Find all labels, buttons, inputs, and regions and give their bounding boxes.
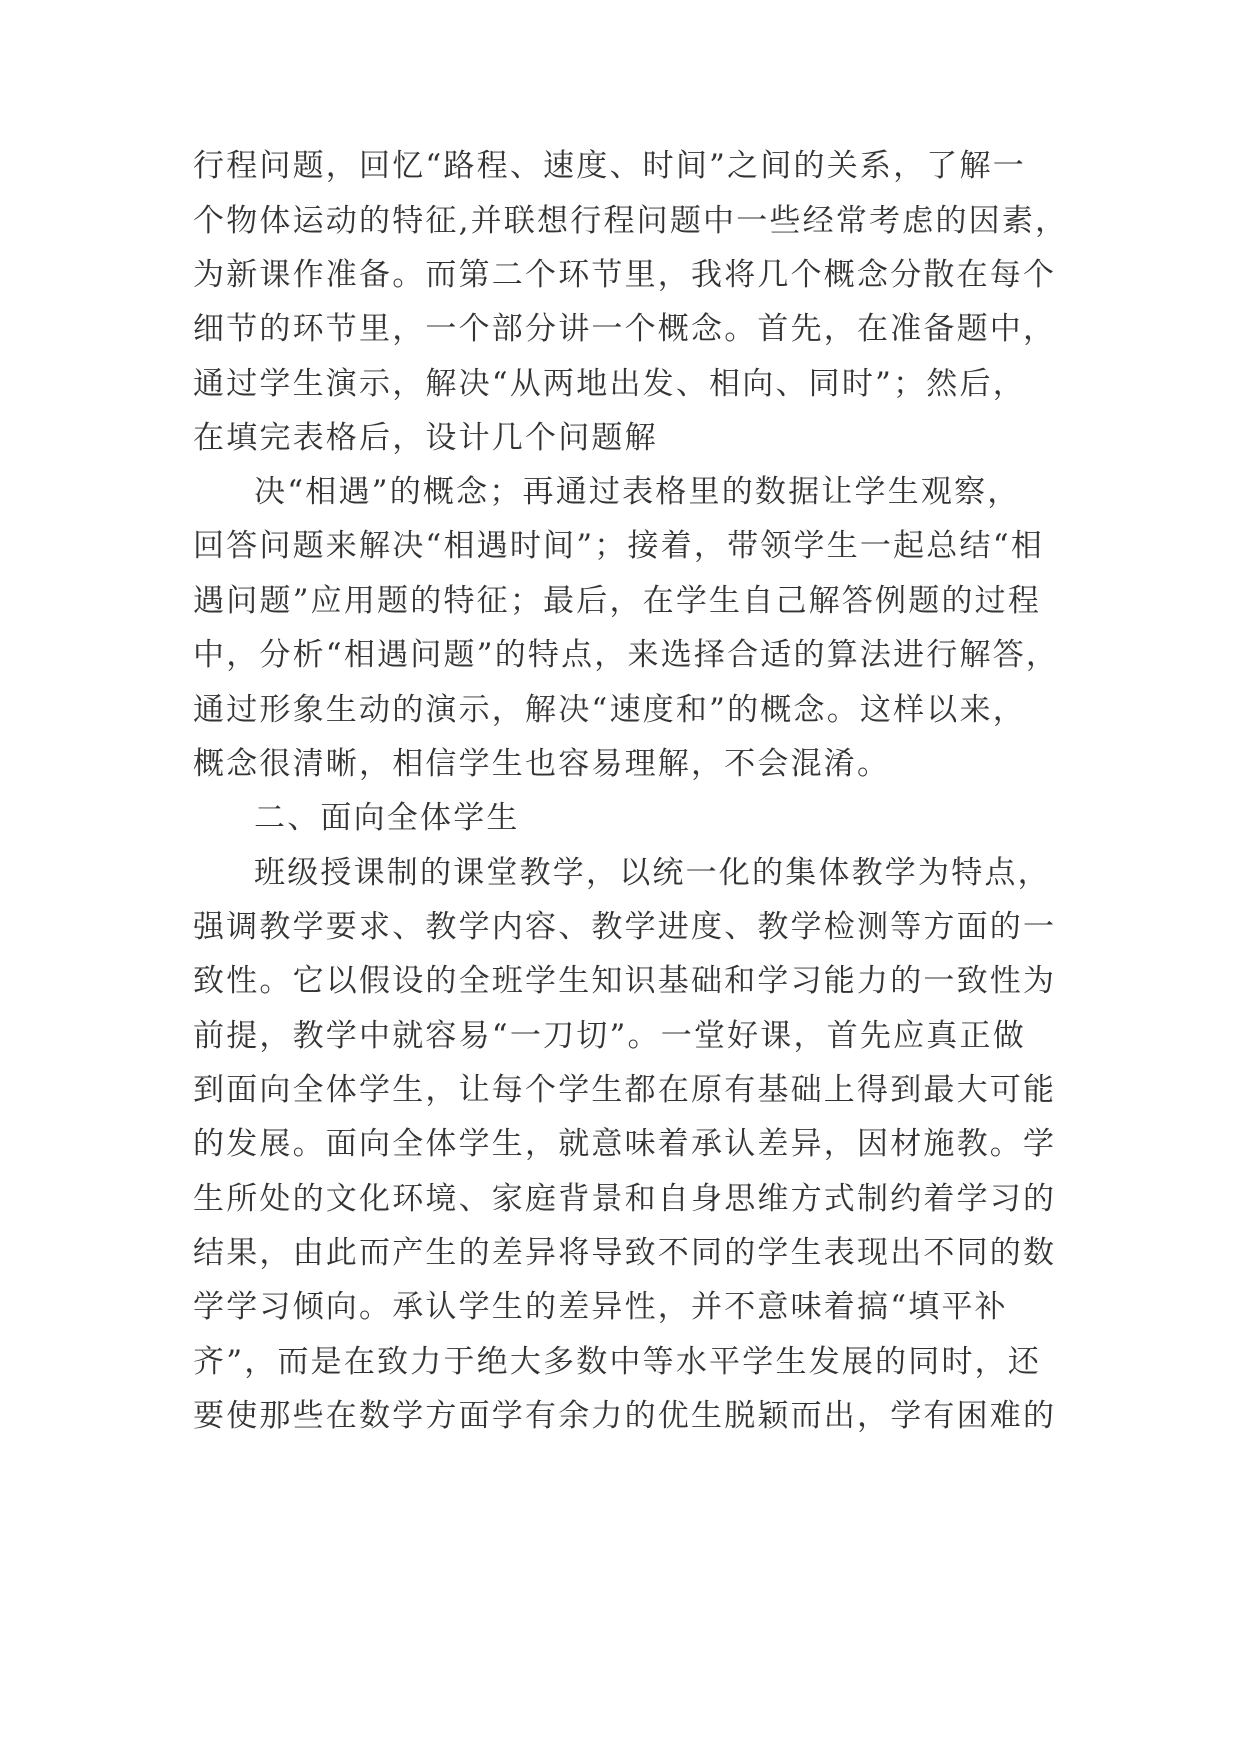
text-line: 结果，由此而产生的差异将导致不同的学生表现出不同的数	[193, 1235, 1057, 1271]
text-line: 到面向全体学生，让每个学生都在原有基础上得到最大可能	[193, 1072, 1057, 1108]
text-line: 通过学生演示，解决“从两地出发、相向、同时”；然后，	[193, 366, 1026, 402]
section-heading: 二、面向全体学生	[254, 800, 520, 836]
text-line: 中，分析“相遇问题”的特点，来选择合适的算法进行解答，	[193, 637, 1060, 673]
text-line: 通过形象生动的演示，解决“速度和”的概念。这样以来，	[193, 692, 1026, 728]
text-line: 生所处的文化环境、家庭背景和自身思维方式制约着学习的	[193, 1181, 1057, 1217]
text-line: 回答问题来解决“相遇时间”；接着，带领学生一起总结“相	[193, 528, 1044, 564]
text-line: 遇问题”应用题的特征；最后，在学生自己解答例题的过程	[193, 583, 1042, 619]
text-line: 行程问题，回忆“路程、速度、时间”之间的关系，了解一	[193, 148, 1026, 184]
text-line: 齐”，而是在致力于绝大多数中等水平学生发展的同时，还	[193, 1344, 1042, 1380]
text-line: 在填完表格后，设计几个问题解	[193, 420, 658, 456]
text-line: 细节的环节里，一个部分讲一个概念。首先，在准备题中，	[193, 311, 1057, 347]
text-line: 前提，教学中就容易“一刀切”。一堂好课，首先应真正做	[193, 1018, 1026, 1054]
paragraph-start-line: 决“相遇”的概念；再通过表格里的数据让学生观察，	[254, 474, 1021, 510]
text-line: 强调教学要求、教学内容、教学进度、教学检测等方面的一	[193, 909, 1057, 945]
text-line: 个物体运动的特征,并联想行程问题中一些经常考虑的因素，	[193, 203, 1069, 239]
text-line: 致性。它以假设的全班学生知识基础和学习能力的一致性为	[193, 963, 1057, 999]
text-line: 要使那些在数学方面学有余力的优生脱颖而出，学有困难的	[193, 1398, 1057, 1434]
text-line: 概念很清晰，相信学生也容易理解，不会混淆。	[193, 746, 891, 782]
text-line: 学学习倾向。承认学生的差异性，并不意味着搞“填平补	[193, 1289, 1008, 1325]
text-line: 为新课作准备。而第二个环节里，我将几个概念分散在每个	[193, 257, 1057, 293]
text-line: 的发展。面向全体学生，就意味着承认差异，因材施教。学	[193, 1126, 1057, 1162]
paragraph-start-line: 班级授课制的课堂教学，以统一化的集体教学为特点，	[254, 855, 1051, 891]
